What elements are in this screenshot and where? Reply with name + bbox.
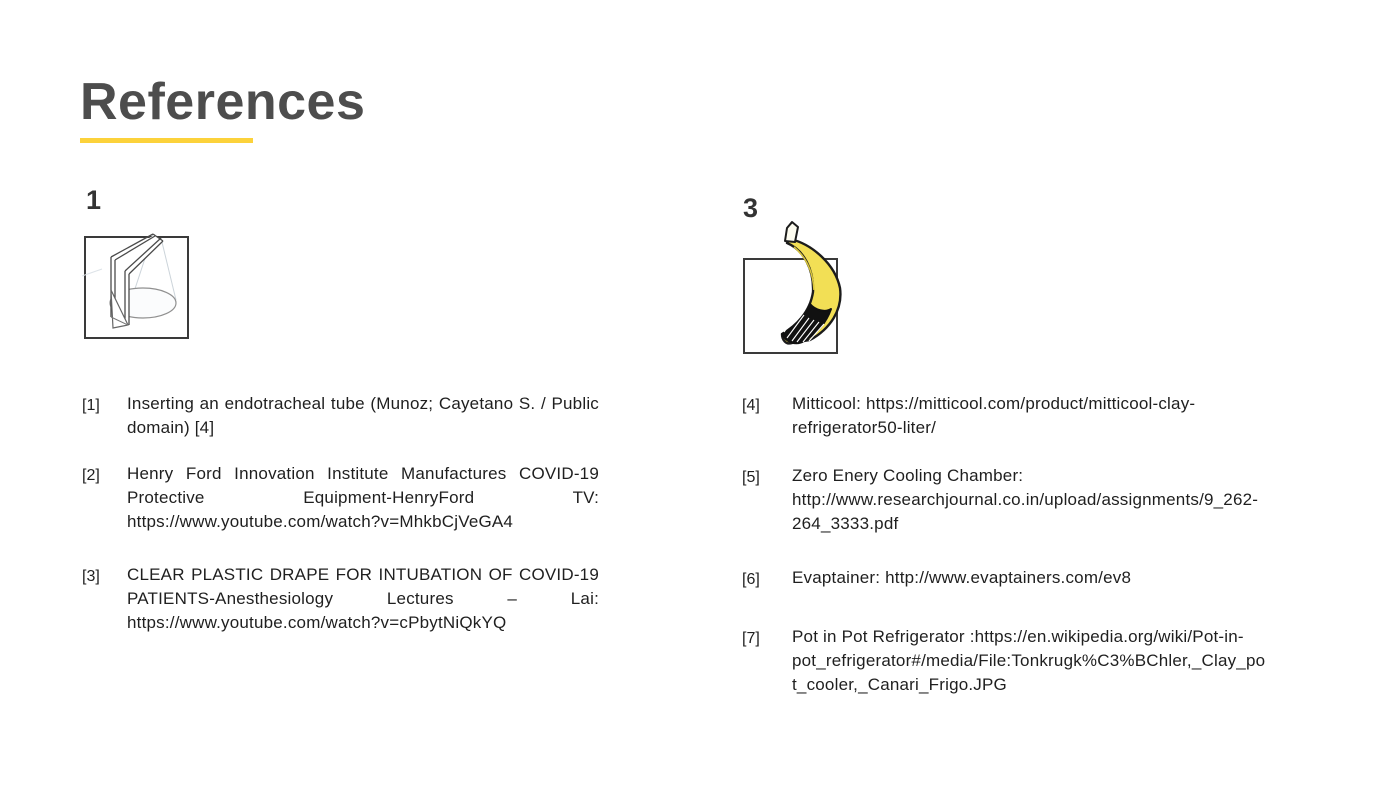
title-underline — [80, 138, 253, 143]
reference-text: Henry Ford Innovation Institute Manufactures COVID-19 Protective Equipment-HenryFord TV: https://www.youtube.com/watch?v=MhkbCjVeGA4 — [127, 464, 599, 531]
reference-text: Evaptainer: http://www.evaptainers.com/ev8 — [792, 568, 1132, 587]
reference-text: Zero Enery Cooling Chamber: http://www.researchjournal.co.in/upload/assignments/9_262-264_3333.pdf — [792, 466, 1259, 533]
reference-item — [742, 625, 1272, 697]
figure-number-right: 3 — [743, 193, 759, 223]
banana-sketch — [740, 212, 860, 362]
reference-text: Pot in Pot Refrigerator :https://en.wikipedia.org/wiki/Pot-in-pot_refrigerator#/media/File:Tonkrugk%C3%BChler,_Clay_pot_cooler,_Canari_Frigo.JPG — [792, 627, 1266, 694]
reference-number: [3] — [82, 568, 100, 585]
plastic-drape-sketch — [80, 224, 200, 349]
reference-number: [2] — [82, 467, 100, 484]
reference-number: [6] — [742, 571, 760, 588]
reference-text: Inserting an endotracheal tube (Munoz; Cayetano S. / Public domain) [4] — [127, 394, 599, 437]
reference-item — [82, 462, 612, 534]
reference-text: CLEAR PLASTIC DRAPE FOR INTUBATION OF COVID-19 PATIENTS-Anesthesiology Lectures – Lai: https://www.youtube.com/watch?v=cPbytNiQkYQ — [127, 565, 599, 632]
reference-number: [5] — [742, 469, 760, 486]
reference-number: [4] — [742, 397, 760, 414]
reference-number: [1] — [82, 397, 100, 414]
page-title: References — [80, 73, 366, 131]
reference-text: Mitticool: https://mitticool.com/product/mitticool-clay-refrigerator50-liter/ — [792, 394, 1196, 437]
figure-number-left: 1 — [86, 185, 102, 215]
reference-item — [742, 464, 1272, 536]
reference-list-left — [82, 392, 612, 657]
reference-item — [742, 566, 1272, 592]
reference-list-right — [742, 392, 1272, 721]
reference-item — [742, 392, 1272, 440]
reference-item — [82, 563, 612, 635]
reference-item — [82, 392, 612, 440]
reference-number: [7] — [742, 630, 760, 647]
